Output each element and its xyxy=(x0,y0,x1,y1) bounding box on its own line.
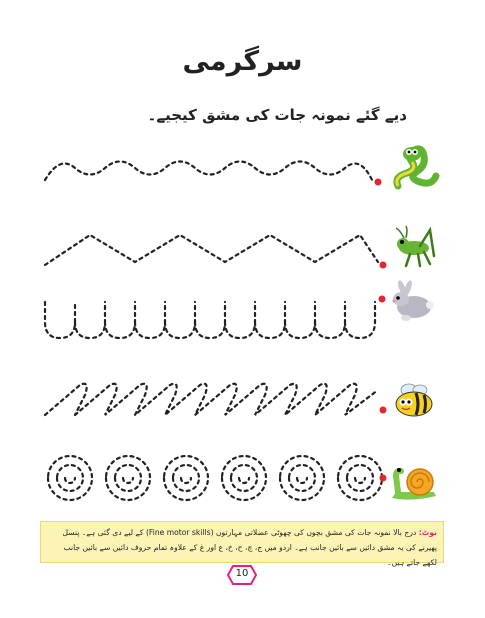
loop-trace xyxy=(45,384,378,415)
zigzag-trace xyxy=(45,235,378,265)
snail-icon xyxy=(392,468,436,500)
start-dots xyxy=(375,179,387,482)
start-dot xyxy=(380,475,387,482)
wave-trace xyxy=(45,162,372,181)
page-number-badge xyxy=(227,565,257,585)
note-label: نوٹ: xyxy=(418,528,437,537)
spiral-trace xyxy=(48,456,382,500)
bee-icon xyxy=(396,384,432,416)
grasshopper-icon xyxy=(396,226,434,266)
rabbit-icon xyxy=(393,279,435,321)
snake-icon xyxy=(397,147,436,186)
cup-trace xyxy=(45,302,375,338)
instruction-text: دیے گئے نمونہ جات کی مشق کیجیے۔ xyxy=(147,106,407,124)
start-dot xyxy=(380,407,387,414)
start-dot xyxy=(375,179,382,186)
start-dot xyxy=(380,262,387,269)
page-number: 10 xyxy=(235,568,249,579)
page-title: سرگرمی xyxy=(182,46,303,77)
teacher-note xyxy=(40,521,444,567)
start-dot xyxy=(379,296,386,303)
note-text: درج بالا نمونہ جات کی مشق بچوں کی چھوٹی عضلاتی مہارتوں (Fine motor skills) کے لیے دی گئی ہے۔ پنسل پھیرنے کی یہ مشق دائیں سے بائیں جانب ہے۔ اردو میں ج، چ، ح، خ، ع اور غ کے علاوہ تمام حروف دائیں سے بائیں جانب لکھے جاتے ہیں۔ xyxy=(62,528,437,567)
